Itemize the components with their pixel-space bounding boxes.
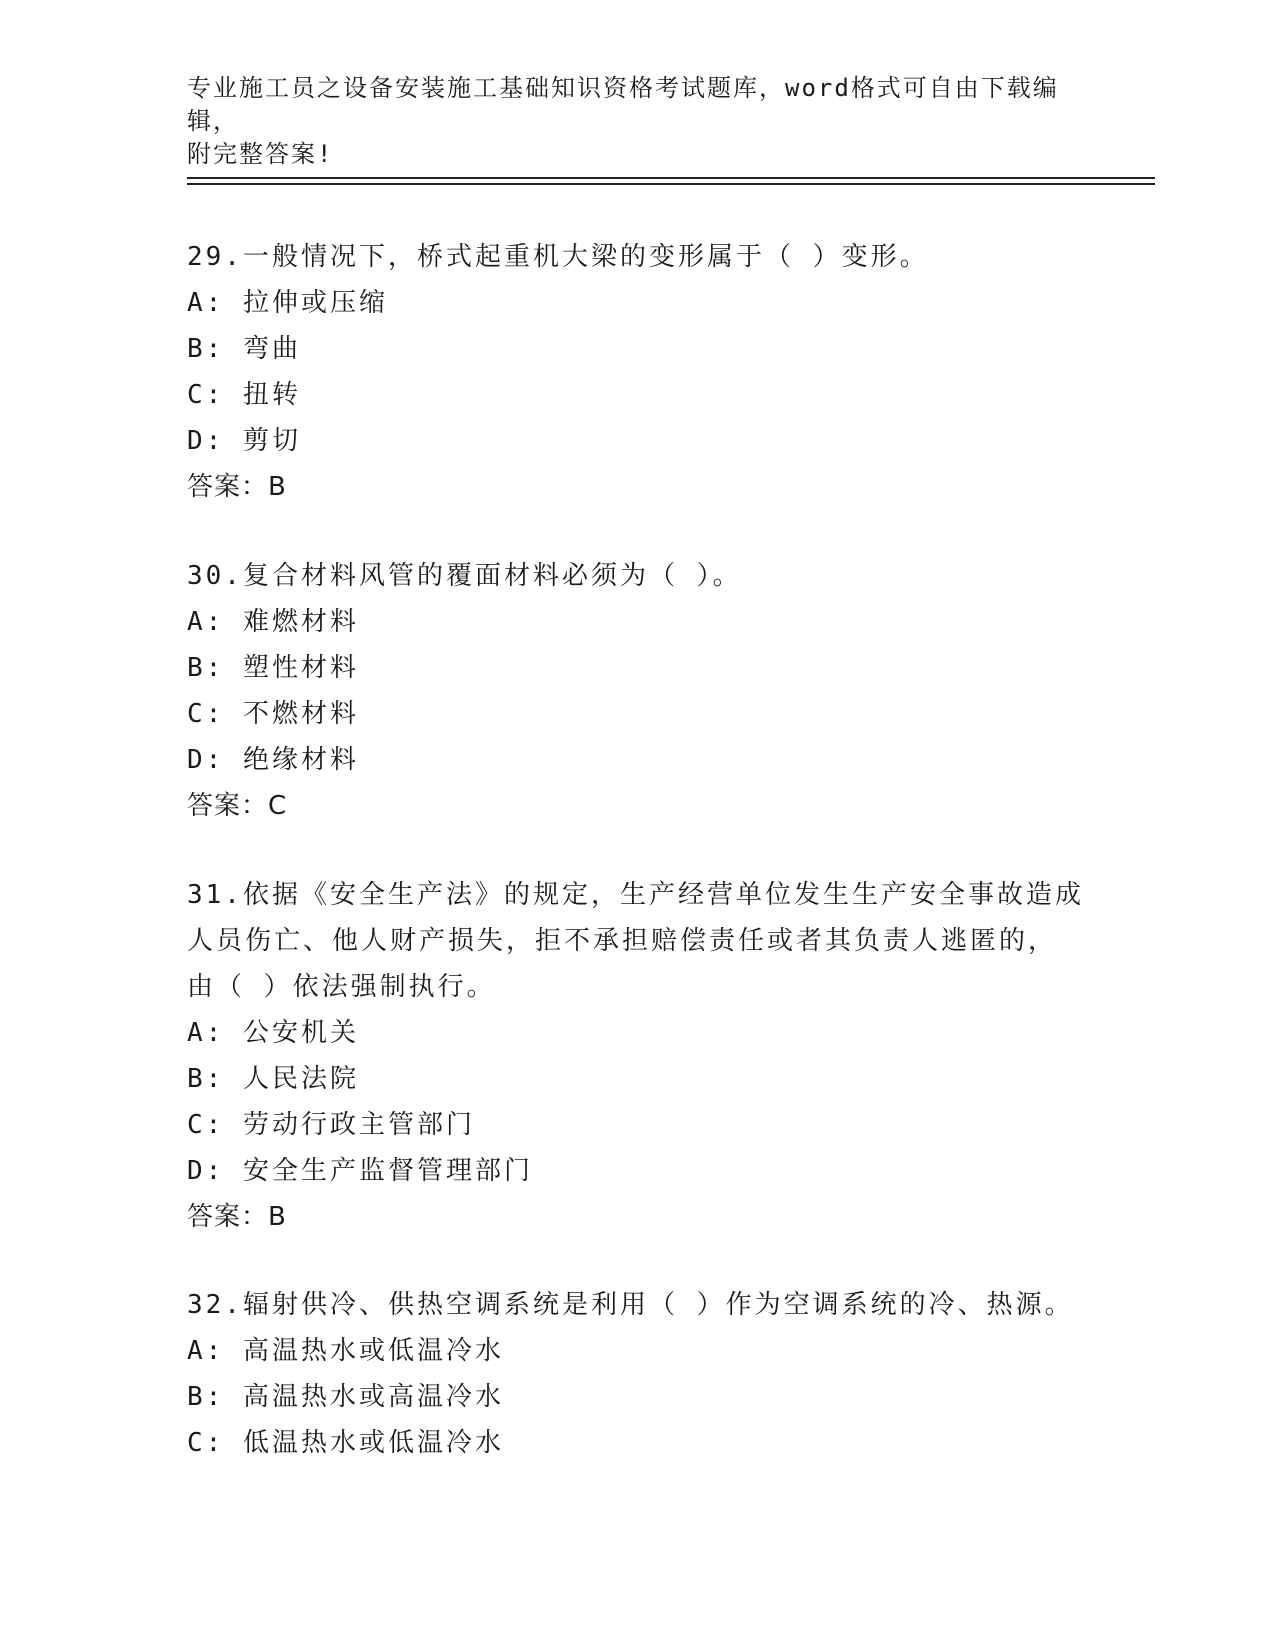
question-30 xyxy=(187,553,1087,829)
option-b: B: 人民法院 xyxy=(187,1064,359,1094)
question-32 xyxy=(187,1282,1087,1466)
answer-label: 答案：B xyxy=(187,1202,287,1232)
option-c: C: 劳动行政主管部门 xyxy=(187,1110,475,1140)
document-header xyxy=(187,72,1087,171)
question-29 xyxy=(187,234,1087,510)
question-stem-line-1: 31.依据《安全生产法》的规定，生产经营单位发生生产安全事故造成 xyxy=(187,880,1084,910)
header-divider-top xyxy=(187,177,1155,179)
question-stem-line-3: 由（ ）依法强制执行。 xyxy=(187,972,496,1002)
option-d: D: 安全生产监督管理部门 xyxy=(187,1156,533,1186)
option-a: A: 拉伸或压缩 xyxy=(187,288,388,318)
option-c: C: 低温热水或低温冷水 xyxy=(187,1428,504,1458)
question-stem: 30.复合材料风管的覆面材料必须为（ ）。 xyxy=(187,561,742,591)
header-line-1: 专业施工员之设备安装施工基础知识资格考试题库，word格式可自由下载编辑， xyxy=(187,74,1059,135)
question-stem: 29.一般情况下，桥式起重机大梁的变形属于（ ）变形。 xyxy=(187,242,929,272)
question-31 xyxy=(187,872,1087,1240)
question-stem: 32.辐射供冷、供热空调系统是利用（ ）作为空调系统的冷、热源。 xyxy=(187,1290,1074,1320)
answer-label: 答案：B xyxy=(187,472,287,502)
option-a: A: 高温热水或低温冷水 xyxy=(187,1336,504,1366)
answer-label: 答案：C xyxy=(187,791,288,821)
header-line-2: 附完整答案! xyxy=(187,140,334,168)
question-stem-line-2: 人员伤亡、他人财产损失，拒不承担赔偿责任或者其负责人逃匿的， xyxy=(187,926,1058,956)
option-d: D: 剪切 xyxy=(187,426,301,456)
option-b: B: 弯曲 xyxy=(187,334,301,364)
header-divider-bottom xyxy=(187,183,1155,185)
option-a: A: 难燃材料 xyxy=(187,607,359,637)
option-b: B: 塑性材料 xyxy=(187,653,359,683)
option-d: D: 绝缘材料 xyxy=(187,745,359,775)
option-a: A: 公安机关 xyxy=(187,1018,359,1048)
option-c: C: 不燃材料 xyxy=(187,699,359,729)
option-c: C: 扭转 xyxy=(187,380,301,410)
option-b: B: 高温热水或高温冷水 xyxy=(187,1382,504,1412)
